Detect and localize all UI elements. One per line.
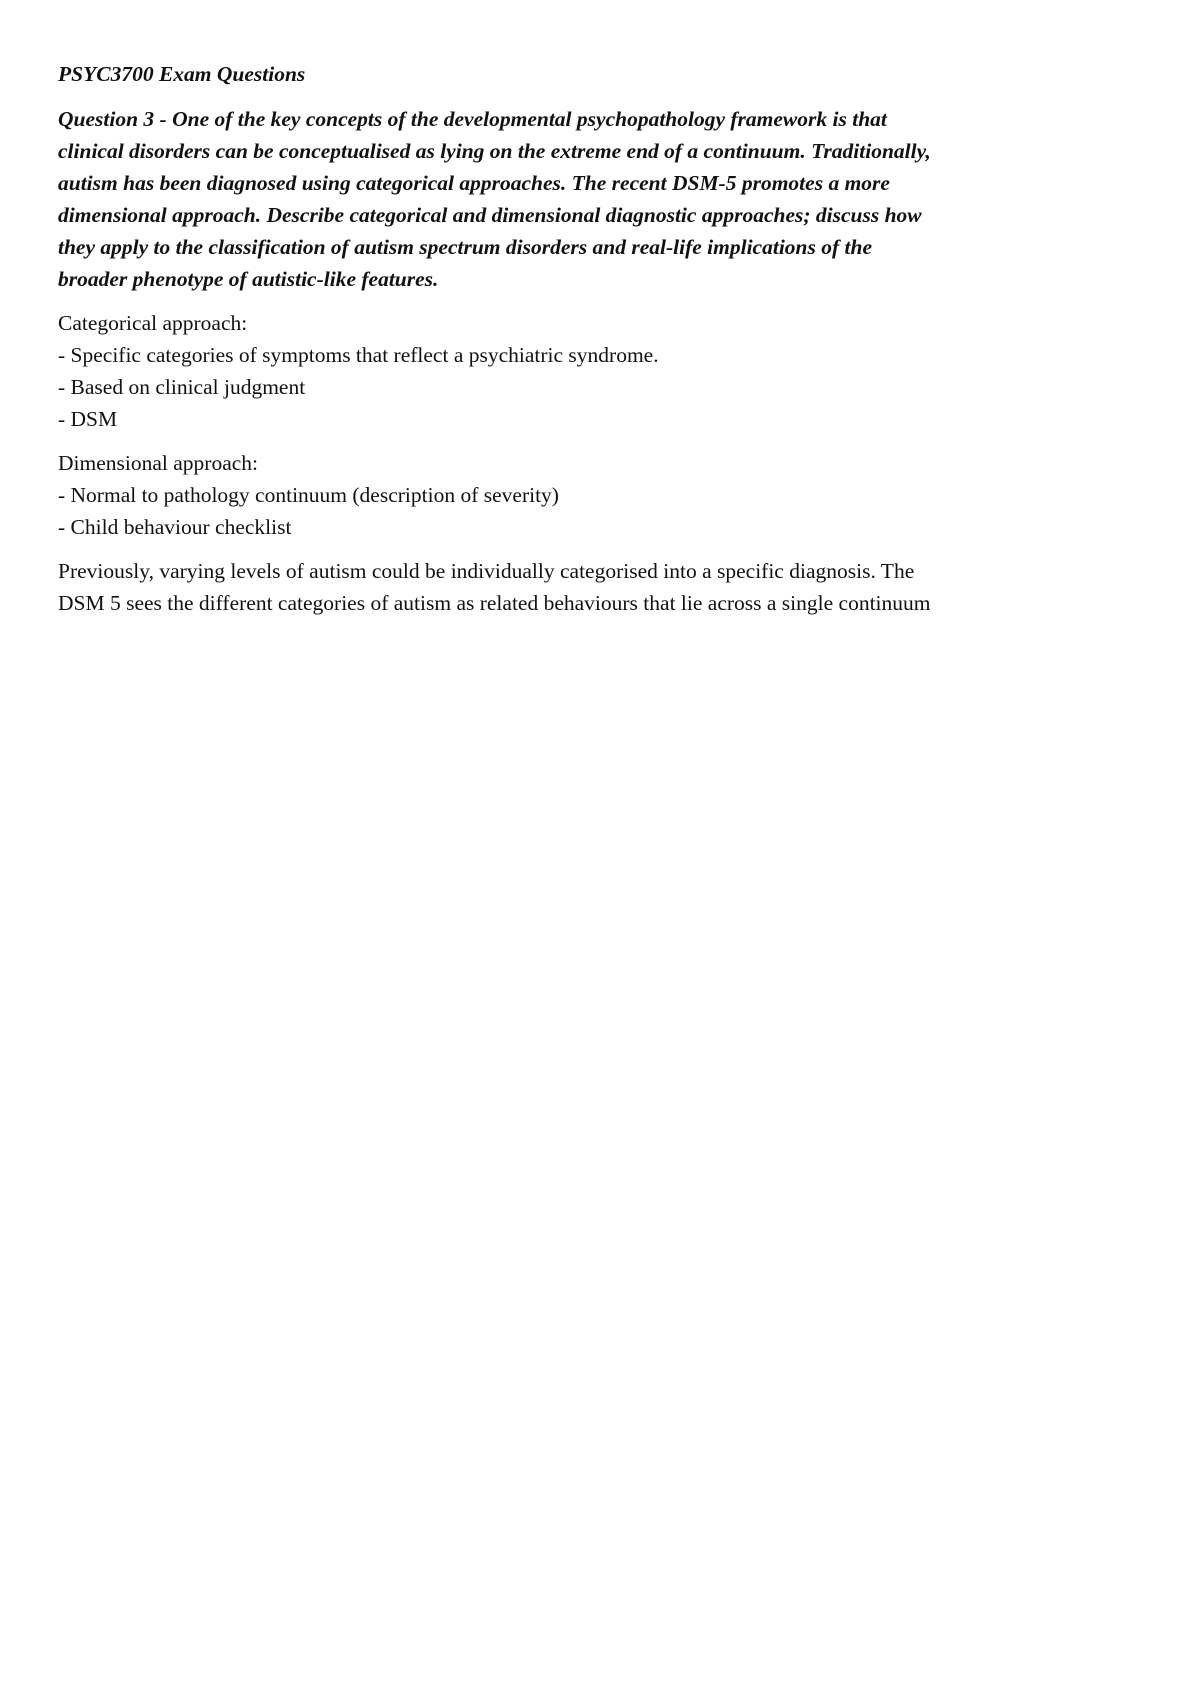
document-title: PSYC3700 Exam Questions <box>58 62 306 86</box>
dimensional-item: - Normal to pathology continuum (description of severity) <box>58 483 559 507</box>
paragraph-line: DSM 5 sees the different categories of autism as related behaviours that lie across a single continuum <box>58 591 931 615</box>
question-line: clinical disorders can be conceptualised as lying on the extreme end of a continuum. Traditionally, <box>58 139 931 163</box>
question-line: Question 3 - One of the key concepts of the developmental psychopathology framework is that <box>58 107 887 131</box>
question-line: broader phenotype of autistic-like features. <box>58 267 439 291</box>
dimensional-item: - Child behaviour checklist <box>58 515 292 539</box>
question-text <box>58 103 1118 295</box>
question-line: they apply to the classification of autism spectrum disorders and real-life implications of the <box>58 235 873 259</box>
categorical-heading: Categorical approach: <box>58 311 248 335</box>
question-line: dimensional approach. Describe categorical and dimensional diagnostic approaches; discuss how <box>58 203 922 227</box>
question-line: autism has been diagnosed using categorical approaches. The recent DSM-5 promotes a more <box>58 171 890 195</box>
categorical-item: - Based on clinical judgment <box>58 375 306 399</box>
categorical-section <box>58 307 1118 435</box>
categorical-item: - Specific categories of symptoms that reflect a psychiatric syndrome. <box>58 343 659 367</box>
summary-paragraph <box>58 555 1118 619</box>
paragraph-line: Previously, varying levels of autism could be individually categorised into a specific diagnosis. The <box>58 559 915 583</box>
document-page <box>58 58 1118 631</box>
dimensional-heading: Dimensional approach: <box>58 451 259 475</box>
categorical-item: - DSM <box>58 407 118 431</box>
dimensional-section <box>58 447 1118 543</box>
